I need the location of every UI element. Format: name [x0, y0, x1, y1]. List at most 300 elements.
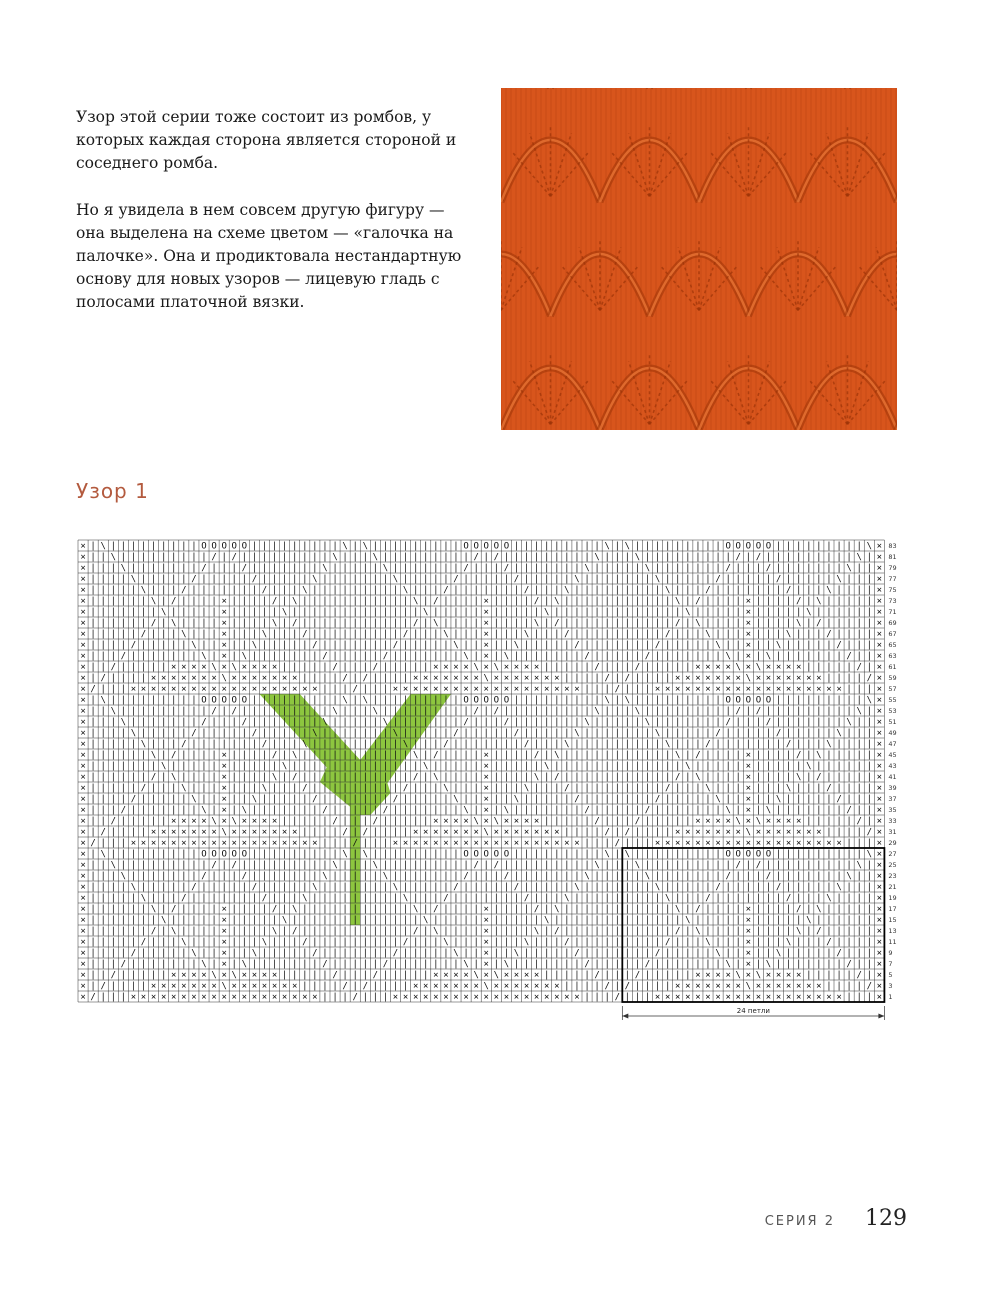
- chart-cell-symbol: |: [644, 937, 651, 948]
- chart-cell-symbol: \: [816, 904, 822, 915]
- chart-cell-symbol: ×: [755, 827, 762, 838]
- chart-cell-symbol: ×: [705, 981, 711, 992]
- chart-cell-symbol: |: [866, 904, 872, 915]
- chart-cell-symbol: \: [755, 816, 762, 827]
- chart-cell-symbol: ×: [523, 981, 530, 992]
- chart-cell-symbol: |: [312, 816, 318, 827]
- chart-cell-symbol: |: [110, 904, 116, 915]
- chart-cell-symbol: |: [382, 585, 389, 596]
- chart-cell-symbol: |: [664, 607, 671, 618]
- chart-cell-symbol: ×: [513, 992, 520, 1003]
- chart-cell-symbol: |: [564, 717, 570, 728]
- chart-cell-symbol: |: [160, 541, 167, 552]
- chart-cell-symbol: |: [564, 750, 570, 761]
- knitting-chart: [74, 536, 897, 1026]
- chart-cell-symbol: |: [533, 783, 540, 794]
- chart-cell-symbol: |: [352, 849, 358, 860]
- chart-cell-symbol: |: [473, 607, 479, 618]
- chart-cell-symbol: |: [644, 794, 651, 805]
- chart-cell-symbol: |: [584, 849, 590, 860]
- chart-cell-symbol: |: [523, 860, 530, 871]
- chart-cell-symbol: /: [664, 783, 671, 794]
- intro-paragraph-2: Но я увидела в нем совсем другую фигуру — она выделена на схеме цветом — «галочка на палочке». Она и продиктовала нестандартную основу для новых узоров — лицевую гладь с полосами платочной вязки.: [76, 201, 462, 311]
- chart-cell-symbol: |: [211, 959, 217, 970]
- chart-cell-symbol: \: [785, 783, 792, 794]
- chart-cell-symbol: |: [806, 640, 812, 651]
- chart-cell-symbol: ×: [876, 893, 883, 904]
- chart-cell-symbol: |: [806, 783, 812, 794]
- chart-cell-symbol: |: [836, 695, 842, 706]
- chart-cell-symbol: O: [755, 541, 762, 552]
- chart-cell-symbol: \: [715, 948, 721, 959]
- chart-row-labels: [888, 542, 896, 1001]
- chart-cell-symbol: |: [302, 981, 308, 992]
- chart-cell-symbol: |: [271, 849, 278, 860]
- chart-cell-symbol: |: [796, 871, 802, 882]
- chart-cell-symbol: |: [271, 871, 278, 882]
- chart-cell-symbol: /: [765, 717, 772, 728]
- chart-cell-symbol: ×: [261, 827, 268, 838]
- chart-cell-symbol: |: [90, 794, 96, 805]
- chart-cell-symbol: |: [866, 882, 872, 893]
- chart-cell-symbol: |: [594, 948, 600, 959]
- chart-cell-symbol: \: [664, 893, 671, 904]
- chart-cell-symbol: |: [715, 607, 721, 618]
- chart-cell-symbol: ×: [221, 904, 227, 915]
- chart-cell-symbol: ×: [725, 816, 731, 827]
- chart-cell-symbol: |: [251, 552, 258, 563]
- chart-cell-symbol: |: [372, 893, 379, 904]
- chart-cell-symbol: |: [110, 981, 116, 992]
- chart-cell-symbol: |: [201, 739, 207, 750]
- chart-cell-symbol: |: [332, 926, 338, 937]
- chart-cell-symbol: |: [544, 552, 550, 563]
- chart-cell-symbol: |: [292, 970, 298, 981]
- chart-cell-symbol: |: [785, 640, 792, 651]
- chart-cell-symbol: |: [322, 618, 328, 629]
- chart-cell-symbol: |: [866, 948, 872, 959]
- chart-cell-symbol: |: [271, 728, 278, 739]
- chart-cell-symbol: |: [191, 596, 197, 607]
- chart-cell-symbol: |: [715, 959, 721, 970]
- chart-cell-symbol: |: [755, 585, 762, 596]
- chart-row-label: 53: [888, 707, 897, 715]
- chart-cell-symbol: |: [826, 640, 832, 651]
- chart-cell-symbol: ×: [80, 585, 86, 596]
- chart-cell-symbol: |: [503, 783, 510, 794]
- chart-cell-symbol: \: [836, 882, 842, 893]
- chart-cell-symbol: |: [513, 695, 520, 706]
- chart-cell-symbol: |: [110, 871, 116, 882]
- chart-cell-symbol: |: [443, 563, 449, 574]
- chart-cell-symbol: |: [806, 750, 812, 761]
- chart-cell-symbol: |: [261, 618, 268, 629]
- chart-cell-symbol: |: [544, 783, 550, 794]
- chart-cell-symbol: |: [423, 849, 429, 860]
- chart-cell-symbol: |: [281, 541, 288, 552]
- chart-cell-symbol: /: [130, 948, 137, 959]
- chart-cell-symbol: |: [604, 728, 610, 739]
- chart-cell-symbol: /: [463, 871, 469, 882]
- chart-cell-symbol: |: [211, 937, 217, 948]
- chart-cell-symbol: ×: [544, 992, 550, 1003]
- chart-cell-symbol: |: [564, 662, 570, 673]
- chart-cell-symbol: |: [614, 541, 620, 552]
- chart-cell-symbol: |: [765, 706, 772, 717]
- chart-cell-symbol: /: [554, 618, 560, 629]
- chart-cell-symbol: |: [816, 970, 822, 981]
- chart-cell-symbol: ×: [876, 651, 883, 662]
- chart-cell-symbol: ×: [473, 838, 479, 849]
- chart-cell-symbol: |: [614, 574, 620, 585]
- chart-cell-symbol: |: [362, 585, 368, 596]
- chart-cell-symbol: ×: [796, 992, 802, 1003]
- chart-cell-symbol: |: [765, 761, 772, 772]
- chart-cell-symbol: |: [634, 640, 641, 651]
- chart-cell-symbol: /: [292, 926, 298, 937]
- chart-cell-symbol: |: [130, 805, 137, 816]
- chart-cell-symbol: |: [594, 684, 600, 695]
- chart-cell-symbol: ×: [453, 816, 459, 827]
- chart-cell-symbol: O: [725, 695, 731, 706]
- chart-cell-symbol: |: [806, 893, 812, 904]
- chart-cell-symbol: |: [110, 772, 116, 783]
- chart-cell-symbol: /: [513, 728, 520, 739]
- chart-cell-symbol: |: [110, 541, 116, 552]
- chart-cell-symbol: |: [382, 882, 389, 893]
- chart-cell-symbol: |: [544, 629, 550, 640]
- chart-cell-symbol: |: [140, 673, 147, 684]
- chart-cell-symbol: |: [856, 948, 862, 959]
- chart-cell-symbol: /: [332, 816, 338, 827]
- chart-cell-symbol: /: [785, 893, 792, 904]
- chart-row-label: 21: [888, 883, 897, 891]
- chart-cell-symbol: |: [856, 640, 862, 651]
- chart-cell-symbol: ×: [251, 992, 258, 1003]
- chart-cell-symbol: |: [614, 585, 620, 596]
- chart-cell-symbol: |: [664, 772, 671, 783]
- chart-cell-symbol: |: [392, 651, 399, 662]
- chart-cell-symbol: |: [120, 926, 127, 937]
- chart-cell-symbol: |: [765, 882, 772, 893]
- chart-cell-symbol: /: [846, 805, 852, 816]
- chart-cell-symbol: |: [604, 651, 610, 662]
- chart-cell-symbol: |: [725, 860, 731, 871]
- chart-cell-symbol: \: [846, 563, 852, 574]
- chart-cell-symbol: |: [715, 805, 721, 816]
- chart-cell-symbol: |: [332, 893, 338, 904]
- chart-cell-symbol: |: [513, 596, 520, 607]
- chart-cell-symbol: |: [533, 629, 540, 640]
- chart-cell-symbol: |: [443, 717, 449, 728]
- chart-cell-symbol: |: [574, 618, 580, 629]
- chart-cell-symbol: |: [423, 541, 429, 552]
- chart-cell-symbol: |: [302, 860, 308, 871]
- chart-cell-symbol: |: [675, 893, 681, 904]
- chart-cell-symbol: |: [382, 596, 389, 607]
- chart-cell-symbol: ×: [80, 970, 86, 981]
- chart-cell-symbol: |: [402, 596, 409, 607]
- chart-cell-symbol: |: [594, 915, 600, 926]
- chart-cell-symbol: |: [382, 761, 389, 772]
- chart-cell-symbol: |: [493, 794, 500, 805]
- chart-cell-symbol: ×: [796, 827, 802, 838]
- chart-cell-symbol: /: [90, 992, 96, 1003]
- chart-cell-symbol: |: [503, 904, 510, 915]
- chart-cell-symbol: |: [775, 596, 782, 607]
- chart-cell-symbol: |: [130, 849, 137, 860]
- chart-cell-symbol: |: [322, 574, 328, 585]
- footer-series-label: СЕРИЯ 2: [764, 1214, 835, 1229]
- chart-cell-symbol: |: [372, 992, 379, 1003]
- chart-cell-symbol: ×: [816, 673, 822, 684]
- chart-cell-symbol: ×: [150, 684, 157, 695]
- chart-cell-symbol: |: [160, 937, 167, 948]
- chart-cell-symbol: |: [362, 970, 368, 981]
- chart-cell-symbol: \: [574, 882, 580, 893]
- chart-cell-symbol: ×: [503, 662, 510, 673]
- chart-cell-symbol: |: [433, 805, 439, 816]
- chart-cell-symbol: |: [664, 552, 671, 563]
- chart-cell-symbol: /: [453, 882, 459, 893]
- chart-cell-symbol: ×: [876, 849, 883, 860]
- chart-cell-symbol: |: [221, 860, 227, 871]
- chart-cell-symbol: |: [292, 893, 298, 904]
- chart-row-label: 37: [888, 795, 897, 803]
- chart-cell-symbol: ×: [745, 926, 752, 937]
- chart-cell-symbol: ×: [80, 772, 86, 783]
- chart-cell-symbol: ×: [513, 981, 520, 992]
- chart-cell-symbol: |: [866, 992, 872, 1003]
- chart-cell-symbol: ×: [554, 838, 560, 849]
- chart-cell-symbol: |: [725, 761, 731, 772]
- chart-cell-symbol: |: [211, 607, 217, 618]
- chart-cell-symbol: |: [312, 739, 318, 750]
- chart-cell-symbol: |: [423, 618, 429, 629]
- chart-cell-symbol: |: [614, 607, 620, 618]
- chart-cell-symbol: \: [725, 651, 731, 662]
- chart-cell-symbol: |: [685, 882, 691, 893]
- chart-cell-symbol: |: [604, 563, 610, 574]
- chart-cell-symbol: |: [362, 992, 368, 1003]
- chart-cell-symbol: |: [473, 904, 479, 915]
- chart-cell-symbol: \: [100, 541, 106, 552]
- chart-cell-symbol: |: [584, 695, 590, 706]
- chart-cell-symbol: /: [332, 970, 338, 981]
- chart-cell-symbol: /: [312, 640, 318, 651]
- chart-cell-symbol: |: [584, 981, 590, 992]
- chart-cell-symbol: |: [574, 563, 580, 574]
- chart-cell-symbol: |: [644, 618, 651, 629]
- chart-cell-symbol: \: [362, 695, 368, 706]
- chart-cell-symbol: \: [281, 761, 288, 772]
- chart-cell-symbol: |: [644, 926, 651, 937]
- chart-row-label: 77: [888, 575, 897, 583]
- chart-cell-symbol: ×: [675, 673, 681, 684]
- chart-cell-symbol: |: [171, 695, 177, 706]
- chart-cell-symbol: |: [302, 552, 308, 563]
- chart-cell-symbol: |: [402, 607, 409, 618]
- chart-cell-symbol: |: [775, 695, 782, 706]
- chart-cell-symbol: |: [826, 541, 832, 552]
- chart-cell-symbol: |: [826, 750, 832, 761]
- chart-cell-symbol: |: [785, 959, 792, 970]
- chart-cell-symbol: \: [765, 805, 772, 816]
- chart-cell-symbol: |: [493, 750, 500, 761]
- chart-cell-symbol: |: [483, 893, 489, 904]
- chart-cell-symbol: ×: [745, 596, 752, 607]
- chart-cell-symbol: ×: [443, 673, 449, 684]
- chart-cell-symbol: |: [382, 541, 389, 552]
- chart-cell-symbol: ×: [221, 915, 227, 926]
- chart-cell-symbol: |: [150, 816, 157, 827]
- chart-cell-symbol: ×: [574, 684, 580, 695]
- chart-cell-symbol: /: [735, 706, 741, 717]
- chart-cell-symbol: \: [251, 794, 258, 805]
- chart-cell-symbol: \: [775, 640, 782, 651]
- chart-cell-symbol: |: [423, 640, 429, 651]
- chart-cell-symbol: |: [523, 948, 530, 959]
- chart-cell-symbol: |: [584, 739, 590, 750]
- chart-cell-symbol: ×: [735, 673, 741, 684]
- chart-cell-symbol: |: [554, 640, 560, 651]
- chart-cell-symbol: /: [654, 948, 661, 959]
- chart-cell-symbol: ×: [80, 981, 86, 992]
- chart-cell-symbol: |: [382, 728, 389, 739]
- chart-cell-symbol: |: [423, 937, 429, 948]
- chart-cell-symbol: \: [745, 981, 752, 992]
- chart-cell-symbol: ×: [523, 684, 530, 695]
- chart-cell-symbol: |: [816, 805, 822, 816]
- chart-cell-symbol: ×: [80, 849, 86, 860]
- chart-cell-symbol: |: [120, 640, 127, 651]
- chart-cell-symbol: ×: [433, 970, 439, 981]
- chart-cell-symbol: |: [473, 871, 479, 882]
- chart-cell-symbol: |: [695, 541, 701, 552]
- chart-cell-symbol: |: [735, 882, 741, 893]
- chart-cell-symbol: ×: [735, 838, 741, 849]
- chart-cell-symbol: ×: [503, 838, 510, 849]
- chart-cell-symbol: |: [201, 783, 207, 794]
- chart-cell-symbol: ×: [453, 992, 459, 1003]
- chart-cell-symbol: |: [342, 860, 348, 871]
- chart-cell-symbol: ×: [80, 706, 86, 717]
- chart-cell-symbol: |: [503, 629, 510, 640]
- chart-cell-symbol: |: [463, 772, 469, 783]
- chart-cell-symbol: |: [816, 585, 822, 596]
- chart-cell-symbol: |: [523, 772, 530, 783]
- chart-cell-symbol: |: [533, 728, 540, 739]
- chart-cell-symbol: |: [251, 893, 258, 904]
- chart-cell-symbol: ×: [765, 673, 772, 684]
- chart-cell-symbol: \: [796, 618, 802, 629]
- chart-cell-symbol: |: [664, 596, 671, 607]
- chart-cell-symbol: |: [634, 772, 641, 783]
- chart-cell-symbol: \: [453, 794, 459, 805]
- chart-cell-symbol: |: [160, 970, 167, 981]
- chart-cell-symbol: |: [554, 662, 560, 673]
- chart-cell-symbol: /: [644, 805, 651, 816]
- chart-cell-symbol: O: [211, 541, 217, 552]
- chart-cell-symbol: |: [594, 574, 600, 585]
- chart-cell-symbol: ×: [675, 838, 681, 849]
- chart-cell-symbol: |: [241, 596, 248, 607]
- chart-cell-symbol: |: [332, 585, 338, 596]
- chart-row-label: 39: [888, 784, 897, 792]
- chart-cell-symbol: |: [675, 882, 681, 893]
- chart-cell-symbol: |: [574, 651, 580, 662]
- chart-cell-symbol: |: [644, 948, 651, 959]
- chart-cell-symbol: \: [211, 970, 217, 981]
- chart-cell-symbol: |: [362, 805, 368, 816]
- chart-cell-symbol: \: [806, 761, 812, 772]
- chart-cell-symbol: ×: [876, 673, 883, 684]
- chart-cell-symbol: ×: [261, 662, 268, 673]
- chart-cell-symbol: \: [554, 750, 560, 761]
- chart-cell-symbol: /: [846, 651, 852, 662]
- chart-cell-symbol: |: [685, 904, 691, 915]
- chart-cell-symbol: O: [765, 695, 772, 706]
- chart-cell-symbol: |: [201, 860, 207, 871]
- chart-cell-symbol: O: [201, 849, 207, 860]
- chart-cell-symbol: |: [584, 816, 590, 827]
- chart-cell-symbol: |: [352, 970, 358, 981]
- chart-cell-symbol: ×: [695, 662, 701, 673]
- chart-cell-symbol: |: [755, 596, 762, 607]
- chart-cell-symbol: |: [412, 585, 419, 596]
- chart-cell-symbol: |: [150, 662, 157, 673]
- chart-cell-symbol: |: [332, 838, 338, 849]
- chart-cell-symbol: |: [685, 706, 691, 717]
- chart-cell-symbol: ×: [433, 838, 439, 849]
- chart-cell-symbol: ×: [685, 992, 691, 1003]
- chart-cell-symbol: |: [503, 607, 510, 618]
- chart-cell-symbol: |: [281, 794, 288, 805]
- chart-cell-symbol: |: [826, 827, 832, 838]
- chart-cell-symbol: \: [332, 860, 338, 871]
- page-number: 129: [865, 1206, 907, 1231]
- chart-cell-symbol: ×: [493, 981, 500, 992]
- chart-cell-symbol: |: [120, 915, 127, 926]
- chart-cell-symbol: |: [281, 970, 288, 981]
- chart-cell-symbol: \: [675, 750, 681, 761]
- chart-cell-symbol: |: [352, 717, 358, 728]
- chart-cell-symbol: |: [796, 959, 802, 970]
- chart-cell-symbol: O: [503, 849, 510, 860]
- chart-cell-symbol: |: [473, 739, 479, 750]
- chart-cell-symbol: |: [412, 728, 419, 739]
- chart-cell-symbol: |: [412, 849, 419, 860]
- chart-cell-symbol: |: [140, 849, 147, 860]
- chart-row-label: 17: [888, 905, 897, 913]
- chart-cell-symbol: |: [171, 607, 177, 618]
- chart-cell-symbol: |: [171, 706, 177, 717]
- chart-cell-symbol: |: [423, 574, 429, 585]
- chart-cell-symbol: |: [624, 959, 631, 970]
- chart-cell-symbol: ×: [433, 816, 439, 827]
- chart-cell-symbol: |: [644, 783, 651, 794]
- chart-cell-symbol: |: [402, 871, 409, 882]
- chart-cell-symbol: |: [160, 959, 167, 970]
- chart-cell-symbol: |: [433, 893, 439, 904]
- chart-cell-symbol: |: [100, 970, 106, 981]
- chart-cell-symbol: |: [796, 893, 802, 904]
- chart-cell-symbol: O: [211, 695, 217, 706]
- chart-row-label: 31: [888, 828, 897, 836]
- chart-cell-symbol: |: [664, 574, 671, 585]
- chart-cell-symbol: |: [836, 739, 842, 750]
- chart-cell-symbol: |: [342, 706, 348, 717]
